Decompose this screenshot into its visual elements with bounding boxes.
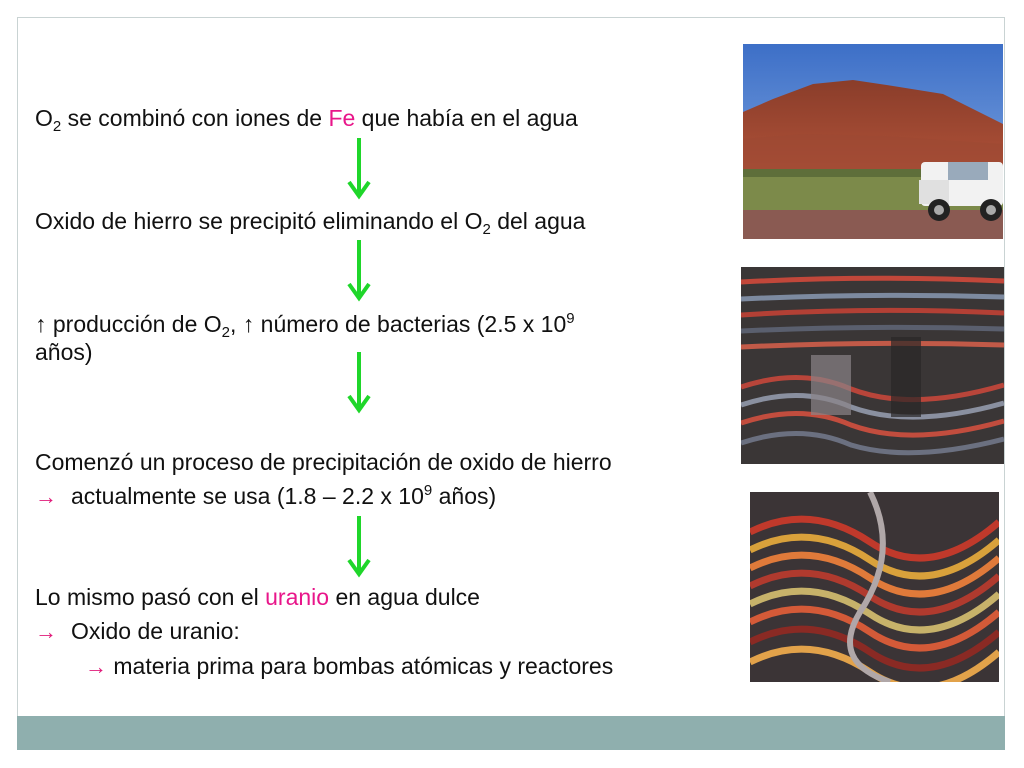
down-arrow-icon <box>346 240 372 302</box>
text-part: Lo mismo pasó con el <box>35 584 266 610</box>
superscript-9: 9 <box>423 482 433 499</box>
text-part: Comenzó un proceso de precipitación de oxido de hierro <box>35 449 612 475</box>
text-part: del agua <box>490 208 586 234</box>
text-part: ↑ producción de O <box>35 311 222 337</box>
indent <box>35 653 85 679</box>
text-part: actualmente se usa (1.8 – 2.2 x 10 <box>71 483 424 509</box>
text-line-iron-oxide <box>35 207 586 238</box>
superscript-9: 9 <box>566 310 575 327</box>
text-part: Oxido de hierro se precipitó eliminando el O <box>35 208 483 234</box>
text-part: en agua dulce <box>329 584 480 610</box>
footer-band <box>17 716 1005 750</box>
o-letter: O <box>35 105 53 131</box>
text-part: materia prima para bombas atómicas y reactores <box>107 653 614 679</box>
text-line-precipitation <box>35 445 612 514</box>
subscript-2: 2 <box>52 118 62 135</box>
down-arrow-icon <box>346 138 372 200</box>
text-part: se combinó con iones de <box>61 105 329 131</box>
text-line-o2-production <box>35 310 575 366</box>
down-arrow-icon <box>346 516 372 578</box>
banded-iron-sample-photo <box>750 492 999 682</box>
subscript-2: 2 <box>221 324 231 341</box>
text-part: años) <box>432 483 497 509</box>
text-part: años) <box>35 339 93 365</box>
uranio-highlight: uranio <box>265 584 330 610</box>
fe-highlight: Fe <box>328 105 356 131</box>
down-arrow-icon <box>346 352 372 414</box>
text-line-o2-fe <box>35 104 578 135</box>
text-part: que había en el agua <box>355 105 578 131</box>
text-part: Oxido de uranio: <box>71 618 240 644</box>
right-arrow-bullet-icon: → <box>85 654 107 679</box>
text-line-uranium <box>35 580 613 684</box>
landscape-photo <box>743 44 1003 239</box>
banded-iron-cliff-photo <box>741 267 1004 464</box>
text-part: , ↑ número de bacterias (2.5 x 10 <box>230 311 567 337</box>
right-arrow-bullet-icon: → <box>35 484 57 509</box>
subscript-2: 2 <box>482 221 491 238</box>
right-arrow-bullet-icon: → <box>35 619 57 644</box>
